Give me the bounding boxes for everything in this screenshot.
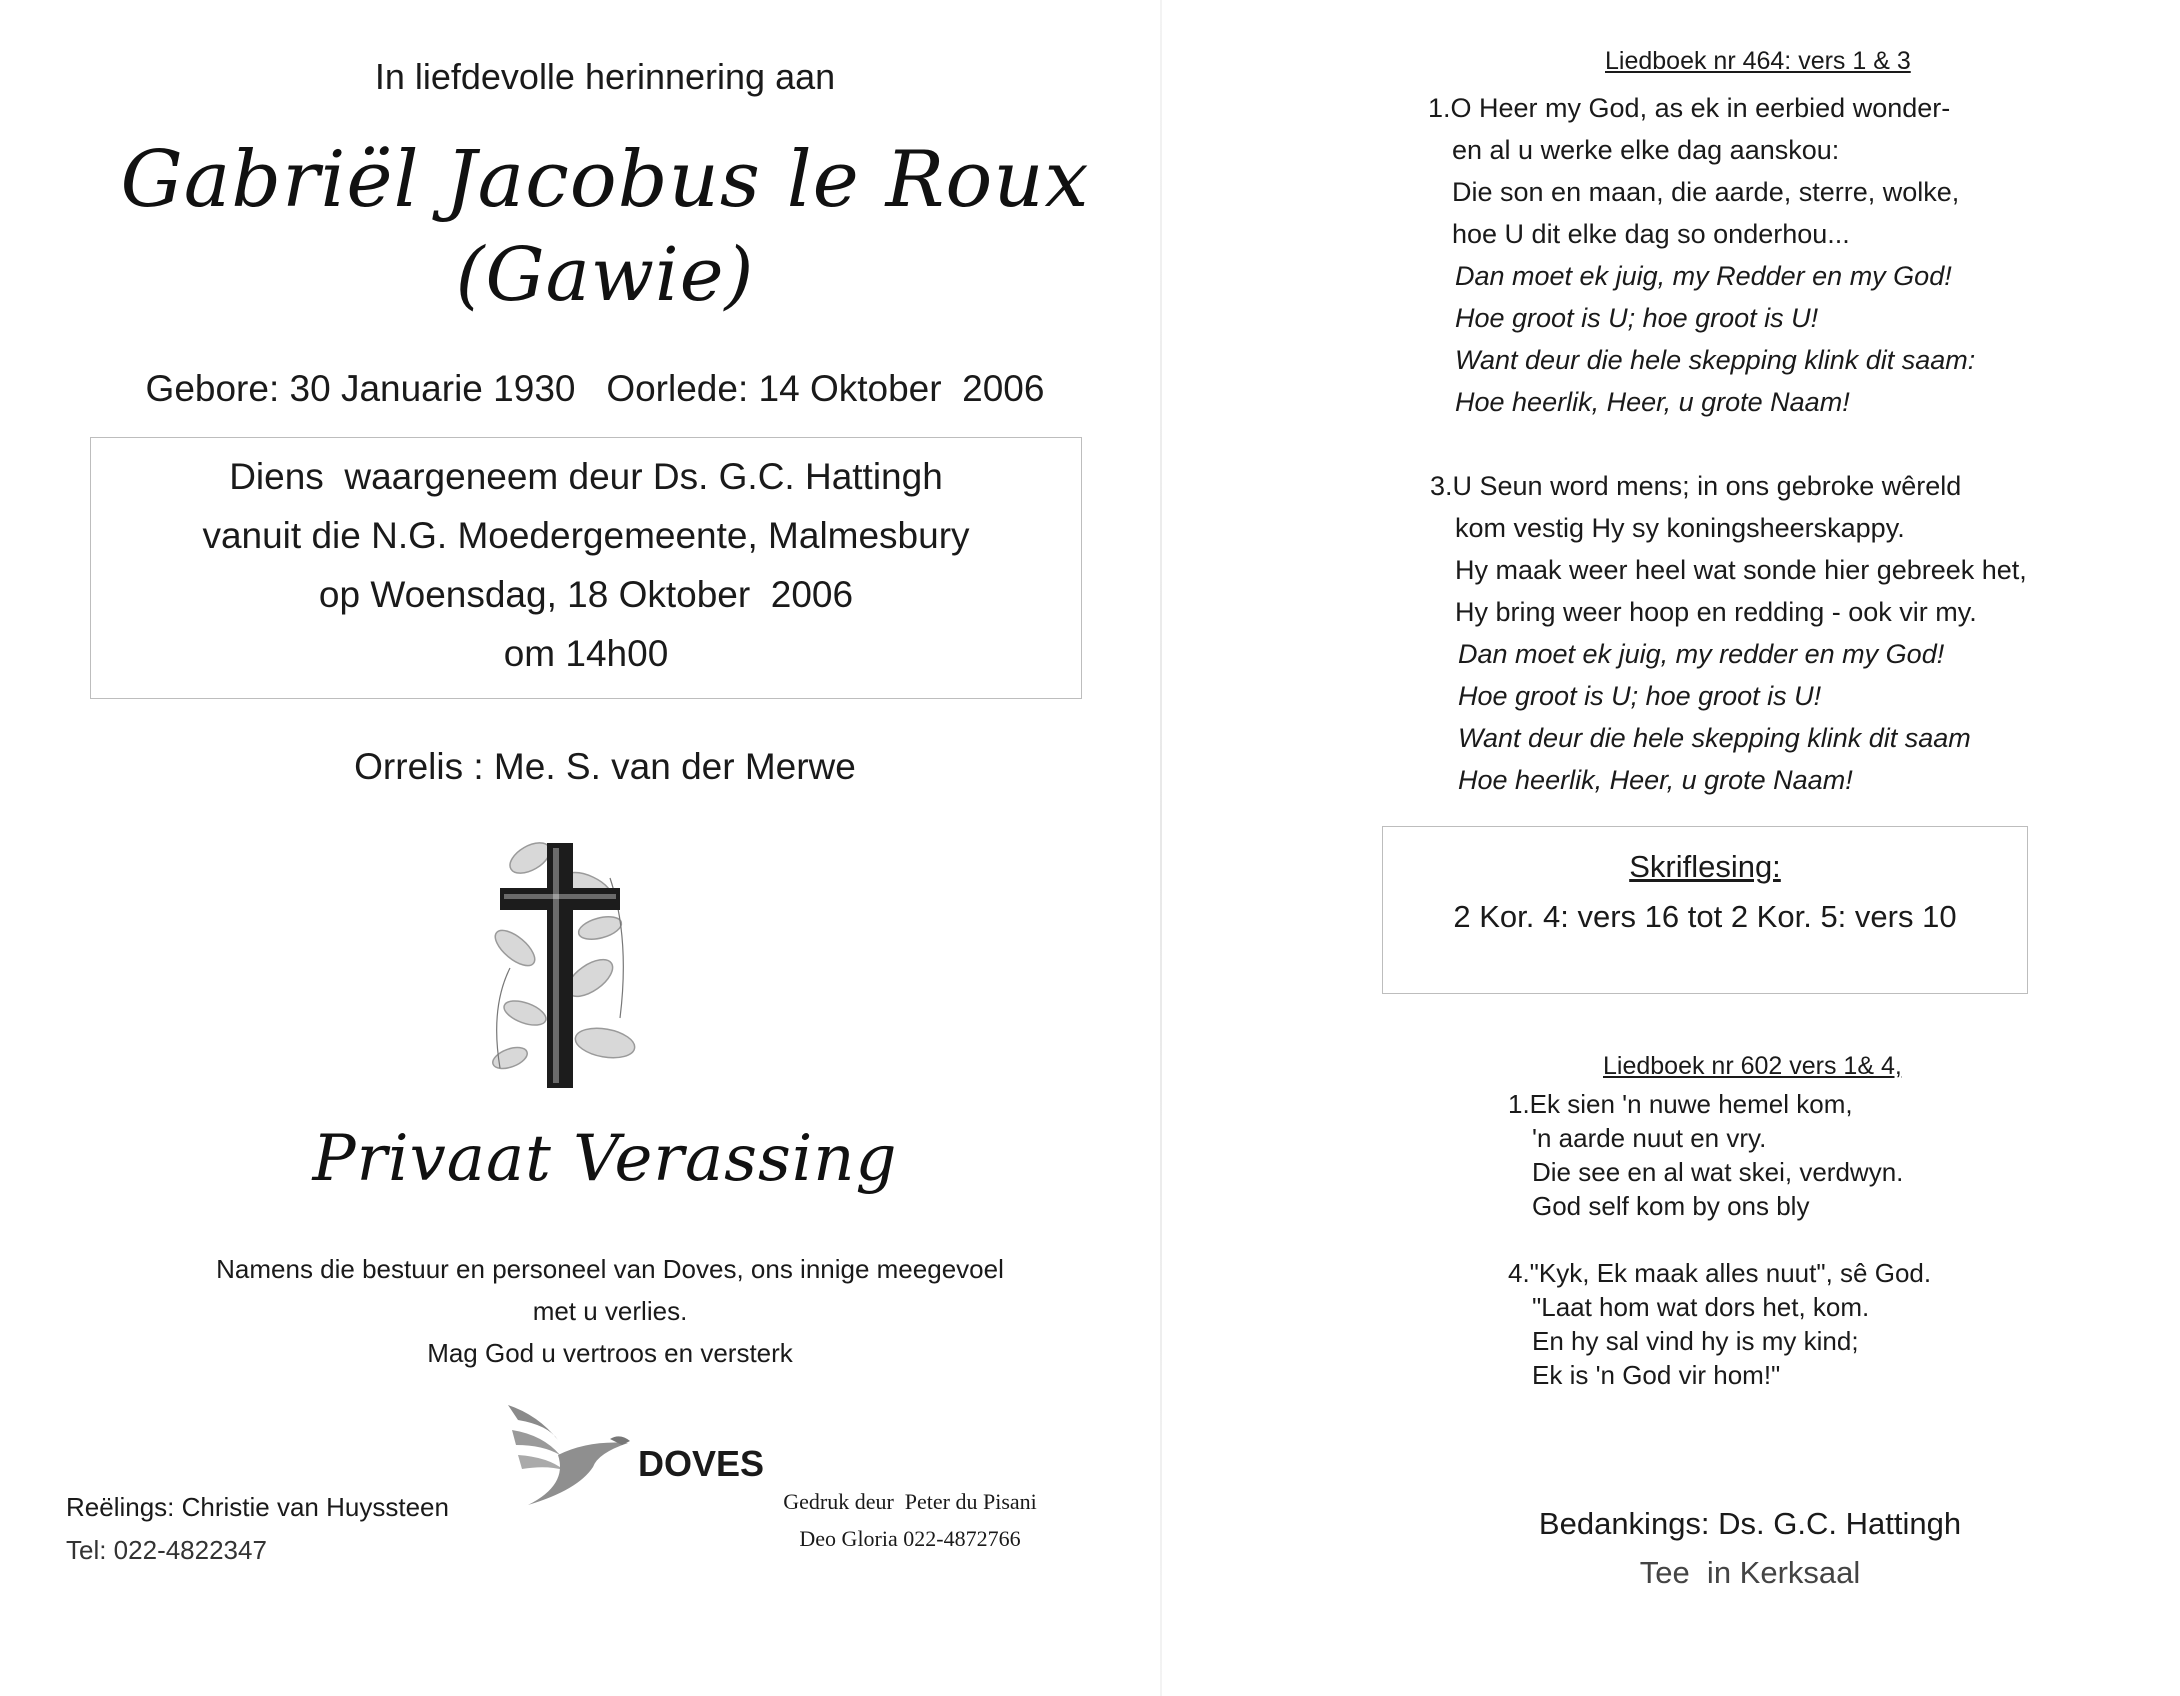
intro-text: In liefdevolle herinnering aan: [374, 56, 836, 97]
hymn-line: Die son en maan, die aarde, sterre, wolke,: [1452, 177, 1960, 207]
hymn-line: Die see en al wat skei, verdwyn.: [1532, 1157, 1904, 1187]
hymn-2-title: Liedboek nr 602 vers 1& 4,: [1603, 1052, 1902, 1080]
service-line-4: om 14h00: [503, 633, 669, 674]
dove-logo-icon: [498, 1395, 638, 1515]
arrangements: Reëlings: Christie van Huyssteen: [66, 1492, 449, 1522]
hymn-line: hoe U dit elke dag so onderhou...: [1452, 219, 1850, 249]
hymn-line: kom vestig Hy sy koningsheerskappy.: [1455, 513, 1905, 543]
hymn-line: Hy bring weer hoop en redding - ook vir my.: [1455, 597, 1977, 627]
acknowledgements: Bedankings: Ds. G.C. Hattingh: [1538, 1506, 1962, 1541]
service-line-1: Diens waargeneem deur Ds. G.C. Hattingh: [229, 456, 943, 497]
scripture-title: Skriflesing:: [1629, 849, 1781, 884]
printed-by: Gedruk deur Peter du Pisani: [783, 1489, 1037, 1514]
service-line-2: vanuit die N.G. Moedergemeente, Malmesbury: [202, 515, 970, 556]
service-box: [90, 437, 1082, 699]
nickname: (Gawie): [455, 232, 755, 318]
deceased-name: Gabriël Jacobus le Roux: [120, 135, 1090, 225]
hymn-line: Dan moet ek juig, my redder en my God!: [1458, 639, 1945, 669]
hymn-line: 'n aarde nuut en vry.: [1532, 1123, 1767, 1153]
hymn-line: Hoe heerlik, Heer, u grote Naam!: [1455, 387, 1850, 417]
organist: Orrelis : Me. S. van der Merwe: [354, 746, 856, 787]
hymn-line: 4."Kyk, Ek maak alles nuut", sê God.: [1508, 1258, 1932, 1288]
hymn-line: Hoe groot is U; hoe groot is U!: [1458, 681, 1822, 711]
condolence-line-2: met u verlies.: [532, 1296, 688, 1326]
tea-notice: Tee in Kerksaal: [1639, 1555, 1861, 1590]
hymn-line: Want deur die hele skepping klink dit saam: [1458, 723, 1971, 753]
scripture-reading-box: [1382, 826, 2028, 994]
condolence-line-3: Mag God u vertroos en versterk: [427, 1338, 793, 1368]
brand-name: DOVES: [638, 1443, 765, 1484]
hymn-line: God self kom by ons bly: [1532, 1191, 1810, 1221]
cremation-note: Privaat Verassing: [312, 1122, 898, 1196]
hymn-line: Hy maak weer heel wat sonde hier gebreek het,: [1455, 555, 2027, 585]
birth-death-dates: Gebore: 30 Januarie 1930 Oorlede: 14 Oktober 2006: [145, 368, 1045, 409]
printer-contact: Deo Gloria 022-4872766: [799, 1526, 1021, 1551]
cross-icon: [470, 818, 650, 1098]
hymn-line: en al u werke elke dag aanskou:: [1452, 135, 1840, 165]
hymn-1-title: Liedboek nr 464: vers 1 & 3: [1605, 47, 1911, 75]
hymn-line: En hy sal vind hy is my kind;: [1532, 1326, 1859, 1356]
hymn-line: Hoe groot is U; hoe groot is U!: [1455, 303, 1819, 333]
telephone: Tel: 022-4822347: [66, 1535, 267, 1565]
condolence-line-1: Namens die bestuur en personeel van Doves, ons innige meegevoel: [216, 1254, 1004, 1284]
hymn-line: "Laat hom wat dors het, kom.: [1532, 1292, 1870, 1322]
hymn-line: Hoe heerlik, Heer, u grote Naam!: [1458, 765, 1853, 795]
scripture-reference: 2 Kor. 4: vers 16 tot 2 Kor. 5: vers 10: [1453, 899, 1957, 934]
hymn-line: 1.O Heer my God, as ek in eerbied wonder-: [1428, 93, 1951, 123]
hymn-line: Ek is 'n God vir hom!": [1532, 1360, 1781, 1390]
hymn-line: 1.Ek sien 'n nuwe hemel kom,: [1508, 1089, 1853, 1119]
hymn-line: Want deur die hele skepping klink dit saam:: [1455, 345, 1976, 375]
hymn-line: 3.U Seun word mens; in ons gebroke wêreld: [1430, 471, 1962, 501]
service-line-3: op Woensdag, 18 Oktober 2006: [318, 574, 854, 615]
hymn-line: Dan moet ek juig, my Redder en my God!: [1455, 261, 1952, 291]
